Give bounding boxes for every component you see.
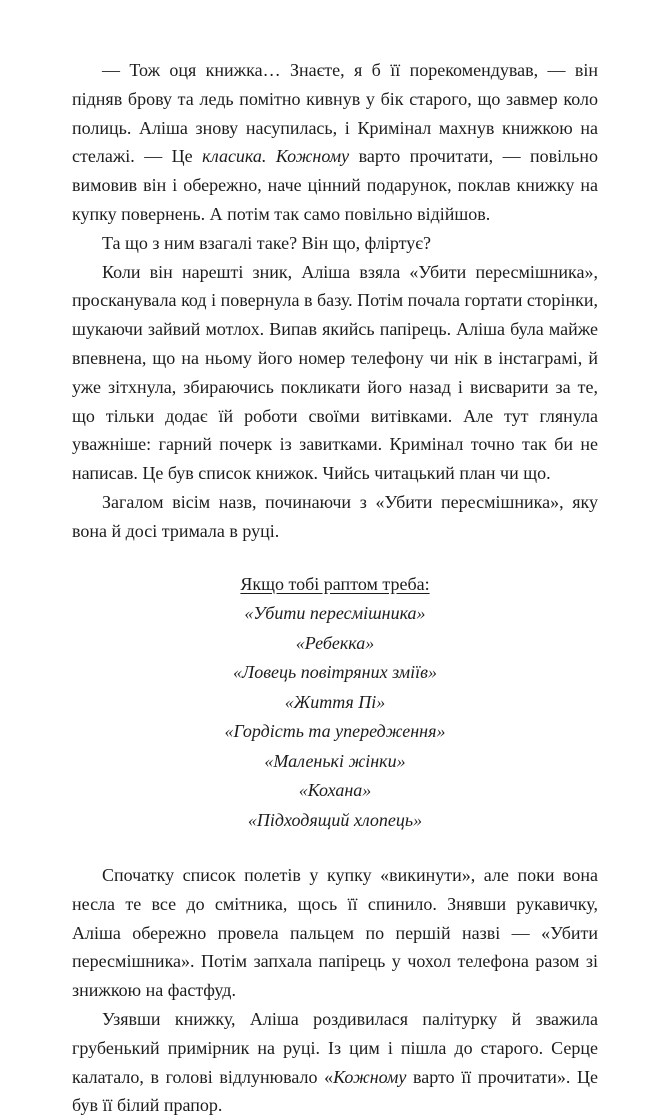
reading-list-heading: Якщо тобі раптом треба: (240, 573, 430, 594)
text-block-top (72, 56, 598, 546)
reading-list-item: «Ловець повітряних зміїв» (233, 662, 437, 683)
text-run: варто її прочитати». Це був її білий прапор. (72, 1066, 598, 1116)
reading-list-item: «Життя Пі» (284, 691, 386, 712)
reading-list-item: «Гордість та упередження» (224, 721, 446, 742)
paragraph (72, 229, 598, 258)
reading-list-item: «Убити пересмішника» (244, 603, 426, 624)
reading-list-item: «Підходящий хлопець» (247, 809, 423, 830)
paragraph (72, 56, 598, 229)
emphasis-text: Кожному (333, 1066, 407, 1087)
reading-list-item: «Ребекка» (295, 632, 375, 653)
text-run: Узявши книжку, Аліша роздивилася палітурку й зважила грубенький примірник на руці. Із цим і пішла до старого. Серце калатало, в голові відлунювало « (72, 1009, 598, 1087)
text-block-bottom (72, 861, 598, 1120)
text-run: Загалом вісім назв, починаючи з «Убити пересмішника», яку вона й досі тримала в руці. (72, 491, 598, 541)
paragraph (72, 861, 598, 1005)
text-run: Спочатку список полетів у купку «викинути», але поки вона несла те все до смітника, щось її спинило. Знявши рукавичку, Аліша обережно провела пальцем по першій назві — «Убити пересмішника». Потім запхала папірець у чохол телефона разом зі знижкою на фастфуд. (72, 865, 598, 1001)
reading-list-item: «Маленькі жінки» (264, 750, 406, 771)
paragraph (72, 258, 598, 488)
reading-list-item: «Кохана» (298, 780, 372, 801)
reading-list (72, 570, 598, 836)
text-run: — Тож оця книжка… Знаєте, я б її порекомендував, — він підняв брову та ледь помітно кивнув у бік старого, що завмер коло полиць. Аліша знову насупилась, і Кримінал махнув книжкою на стелажі. — Це (72, 60, 598, 167)
emphasis-text: класика. Кожному (202, 146, 350, 167)
book-page (72, 56, 598, 1120)
paragraph (72, 488, 598, 546)
text-run: варто прочитати, — повільно вимовив він і обережно, наче цінний подарунок, поклав книжку на купку повернень. А потім так само повільно відійшов. (72, 146, 598, 224)
text-run: Та що з ним взагалі таке? Він що, фліртує? (102, 232, 431, 253)
text-run: Коли він нарешті зник, Аліша взяла «Убити пересмішника», просканувала код і повернула в базу. Потім почала гортати сторінки, шукаючи зайвий мотлох. Випав якийсь папірець. Аліша була майже впевнена, що на ньому його номер телефону чи нік в інстаграмі, й уже зітхнула, збираючись покликати його назад і висварити за те, що тільки додає їй роботи своїми витівками. Але тут глянула уважніше: гарний почерк із завитками. Кримінал точно так би не написав. Це був список книжок. Чийсь читацький план чи що. (72, 261, 598, 484)
paragraph (72, 1005, 598, 1120)
